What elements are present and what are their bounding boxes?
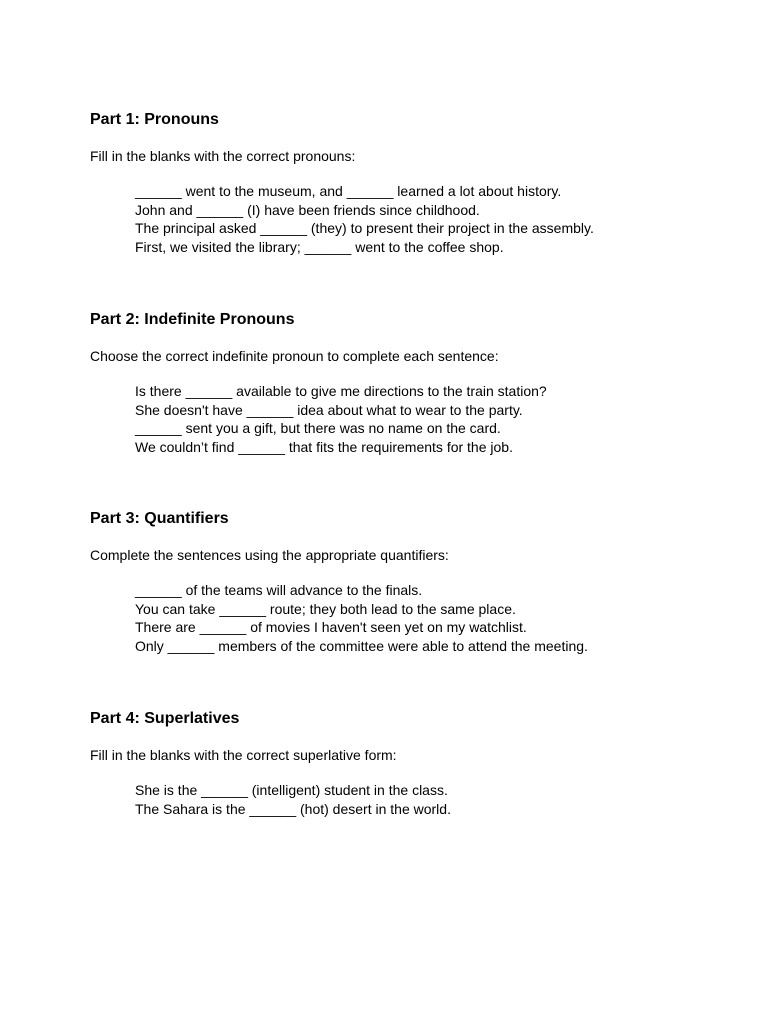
section-instruction: Choose the correct indefinite pronoun to complete each sentence: xyxy=(90,348,499,364)
item-text: You can take ______ route; they both lead to the same place. xyxy=(135,600,516,617)
section-superlatives xyxy=(90,709,730,817)
item-text: We couldn’t find ______ that fits the requirements for the job. xyxy=(135,439,513,456)
section-heading: Part 2: Indefinite Pronouns xyxy=(90,311,295,328)
item-text: The principal asked ______ (they) to present their project in the assembly. xyxy=(135,220,594,237)
section-pronouns xyxy=(90,110,730,256)
section-instruction: Fill in the blanks with the correct pronouns: xyxy=(90,148,356,164)
section-heading: Part 4: Superlatives xyxy=(90,710,240,727)
section-heading: Part 3: Quantifiers xyxy=(90,510,229,527)
item-text: Only ______ members of the committee were able to attend the meeting. xyxy=(135,638,588,655)
item-text: She is the ______ (intelligent) student in the class. xyxy=(135,782,448,798)
item-text: First, we visited the library; ______ went to the coffee shop. xyxy=(135,239,504,256)
section-indefinite-pronouns xyxy=(90,310,730,456)
item-text: ______ sent you a gift, but there was no name on the card. xyxy=(135,420,501,437)
item-text: She doesn't have ______ idea about what to wear to the party. xyxy=(135,401,523,418)
section-quantifiers xyxy=(90,509,730,655)
section-instruction: Complete the sentences using the appropriate quantifiers: xyxy=(90,547,449,563)
item-text: Is there ______ available to give me directions to the train station? xyxy=(135,383,547,399)
section-instruction: Fill in the blanks with the correct superlative form: xyxy=(90,747,397,763)
item-text: There are ______ of movies I haven't seen yet on my watchlist. xyxy=(135,619,527,636)
item-text: ______ went to the museum, and ______ learned a lot about history. xyxy=(135,183,562,199)
item-text: John and ______ (I) have been friends since childhood. xyxy=(135,201,480,218)
item-text: ______ of the teams will advance to the finals. xyxy=(135,582,423,598)
section-heading: Part 1: Pronouns xyxy=(90,111,219,128)
item-text: The Sahara is the ______ (hot) desert in the world. xyxy=(135,800,451,817)
